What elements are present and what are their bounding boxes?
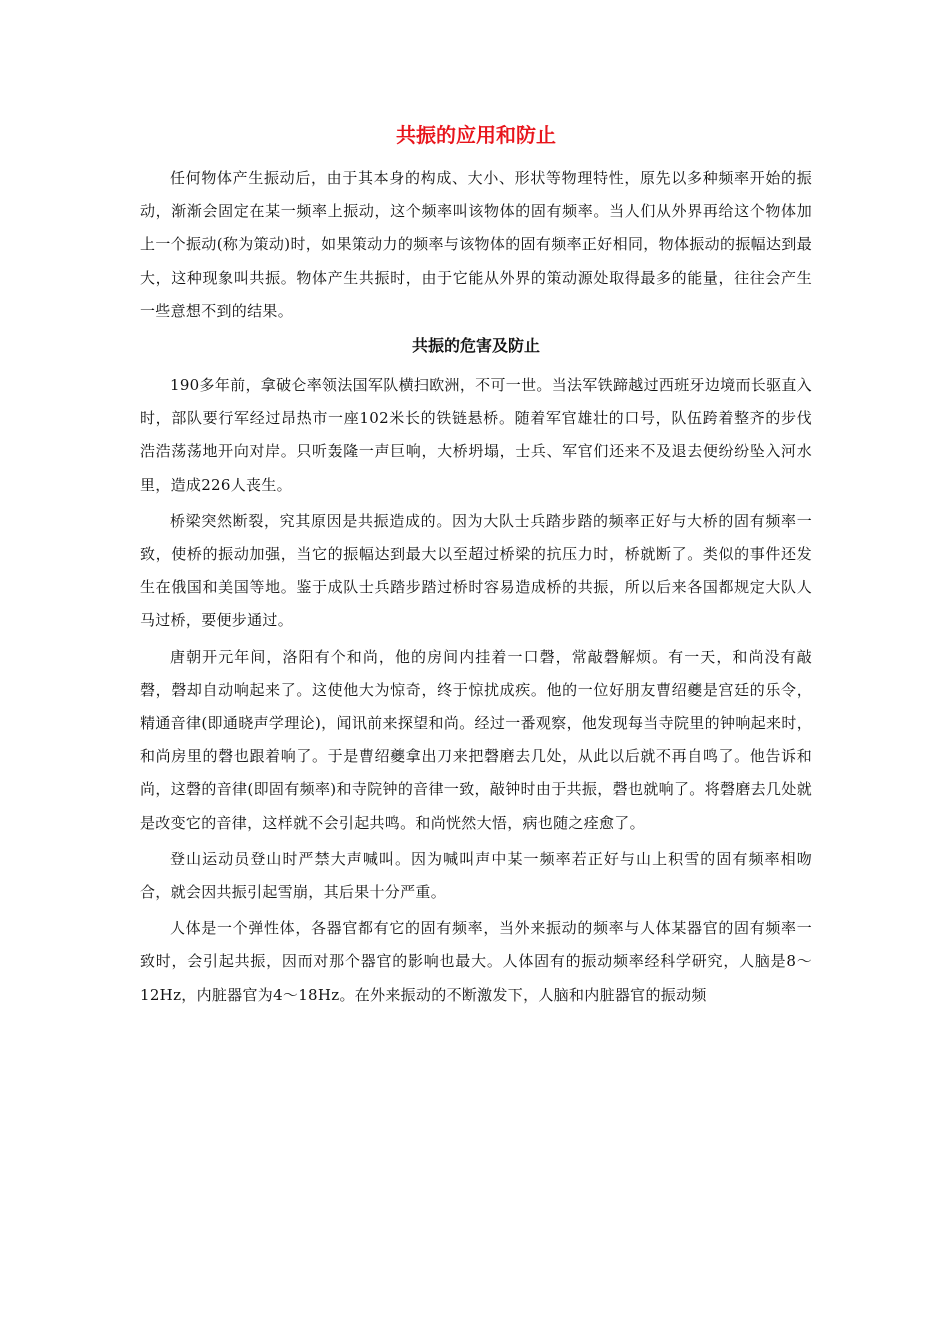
intro-paragraph: 任何物体产生振动后，由于其本身的构成、大小、形状等物理特性，原先以多种频率开始的振动，渐渐会固定在某一频率上振动，这个频率叫该物体的固有频率。当人们从外界再给这个物体加上一个振动(称为策动)时，如果策动力的频率与该物体的固有频率正好相同，物体振动的振幅达到最大，这种现象叫共振。物体产生共振时，由于它能从外界的策动源处取得最多的能量，往往会产生一些意想不到的结果。	[140, 169, 812, 320]
paragraph-napoleon-bridge: 190多年前，拿破仑率领法国军队横扫欧洲，不可一世。当法军铁蹄越过西班牙边境而长驱直入时，部队要行军经过昂热市一座102米长的铁链悬桥。随着军官雄壮的口号，队伍跨着整齐的步伐浩浩荡荡地开向对岸。只听轰隆一声巨响，大桥坍塌，士兵、军官们还来不及退去便纷纷坠入河水里，造成226人丧生。	[140, 376, 812, 494]
paragraph-monk-chime: 唐朝开元年间，洛阳有个和尚，他的房间内挂着一口磬，常敲磬解烦。有一天，和尚没有敲磬，磬却自动响起来了。这使他大为惊奇，终于惊扰成疾。他的一位好朋友曹绍夔是宫廷的乐令，精通音律(即通晓声学理论)，闻讯前来探望和尚。经过一番观察，他发现每当寺院里的钟响起来时，和尚房里的磬也跟着响了。于是曹绍夔拿出刀来把磬磨去几处，从此以后就不再自鸣了。他告诉和尚，这磬的音律(即固有频率)和寺院钟的音律一致，敲钟时由于共振，磬也就响了。将磬磨去几处就是改变它的音律，这样就不会引起共鸣。和尚恍然大悟，病也随之痊愈了。	[140, 647, 812, 832]
paragraph-mountaineering: 登山运动员登山时严禁大声喊叫。因为喊叫声中某一频率若正好与山上积雪的固有频率相吻合，就会因共振引起雪崩，其后果十分严重。	[140, 849, 812, 902]
section-title: 共振的危害及防止	[411, 336, 540, 356]
document-title: 共振的应用和防止	[396, 123, 556, 147]
paragraph-bridge-cause: 桥梁突然断裂，究其原因是共振造成的。因为大队士兵踏步踏的频率正好与大桥的固有频率一致，使桥的振动加强，当它的振幅达到最大以至超过桥梁的抗压力时，桥就断了。类似的事件还发生在俄国和美国等地。鉴于成队士兵踏步踏过桥时容易造成桥的共振，所以后来各国都规定大队人马过桥，要便步通过。	[140, 511, 812, 630]
document-page	[140, 118, 812, 1015]
paragraph-human-body: 人体是一个弹性体，各器官都有它的固有频率，当外来振动的频率与人体某器官的固有频率一致时，会引起共振，因而对那个器官的影响也最大。人体固有的振动频率经科学研究，人脑是8～12Hz，内脏器官为4～18Hz。在外来振动的不断激发下，人脑和内脏器官的振动频	[140, 919, 812, 1004]
